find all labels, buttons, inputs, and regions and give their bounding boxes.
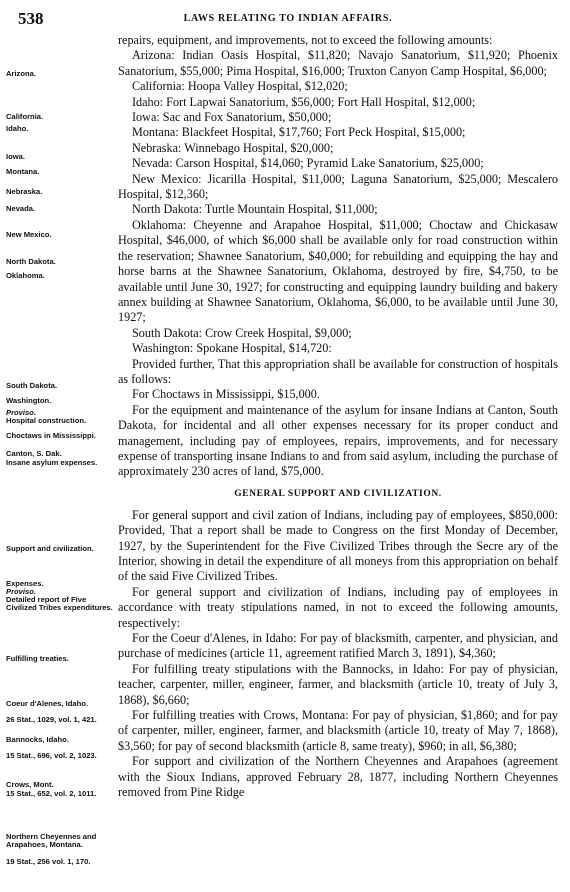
paragraph: For the Coeur d'Alenes, in Idaho: For pay of blacksmith, carpenter, and physician, and purchase of medicines (article 11, agreement ratified March 3, 1891), $4,360; [118,631,558,661]
section-heading: GENERAL SUPPORT AND CIVILIZATION. [234,488,442,499]
paragraph: Oklahoma: Cheyenne and Arapahoe Hospital, $11,000; Choctaw and Chickasaw Hospital, $46,000, of which $6,000 shall be available only for road construction within the reservation; Shawnee Sanatorium, $40,000; for rebuilding and equipping the hay and horse barns at the Shawnee Sanatorium, Oklahoma, destroyed by fire, $4,750, to be available until June 30, 1927; for constructing and equipping laundry building and bakery annex building at Shawnee Sanatorium, Oklahoma, $6,000, to be available until June 30, 1927; [118,217,558,325]
paragraph: Arizona: Indian Oasis Hospital, $11,820; Navajo Sanatorium, $11,920; Phoenix Sanatorium, $55,000; Pima Hospital, $16,000; Truxton Canyon Camp Hospital, $6,000; [118,48,558,78]
paragraph: Nevada: Carson Hospital, $14,060; Pyramid Lake Sanatorium, $25,000; [132,156,484,171]
paragraph: For the equipment and maintenance of the asylum for insane Indians at Canton, South Dakota, for incidental and all other expenses necessary for its proper conduct and management, including pay of employees, repairs, improvements, and for necessary expense of transporting insane Indians to and from said asylum, including the purchase of approximately 230 acres of land, $75,000. [118,402,558,479]
margin-note: Insane asylum expenses. [6,458,98,467]
paragraph: For general support and civil zation of Indians, including pay of employees, $850,000: Provided, That a report shall be made to Congress on the first Monday of December, 1927, by the Superintendent for the Five Civilized Tribes through the Secre ary of the Interior, showing in detail the expenditure of all moneys from this appropriation on behalf of the said Five Civilized Tribes. [118,507,558,584]
margin-note: South Dakota. [6,381,58,390]
running-title: LAWS RELATING TO INDIAN AFFAIRS. [183,13,393,24]
margin-note: Expenses. [6,579,44,588]
paragraph: North Dakota: Turtle Mountain Hospital, $11,000; [132,202,378,217]
margin-note: Choctaws in Mississippi. [6,431,96,440]
margin-note: Iowa. [6,152,25,161]
paragraph: Iowa: Sac and Fox Sanatorium, $50,000; [132,110,332,125]
margin-note: Crows, Mont. [6,780,54,789]
margin-note: Arizona. [6,69,36,78]
margin-note: 19 Stat., 256 vol. 1, 170. [6,857,91,866]
margin-note: Nebraska. [6,187,43,196]
margin-note: Bannocks, Idaho. [6,735,69,744]
margin-note: Montana. [6,167,40,176]
page-number: 538 [18,9,44,28]
paragraph: Provided further, That this appropriation shall be available for construction of hospitals as follows: [118,356,558,386]
paragraph: Idaho: Fort Lapwai Sanatorium, $56,000; Fort Hall Hospital, $12,000; [132,94,476,109]
margin-note: Detailed report of Five Civilized Tribes expenditures. [6,595,113,613]
margin-note: California. [6,112,44,121]
margin-note: 15 Stat., 696, vol. 2, 1023. [6,751,97,760]
margin-note: Oklahoma. [6,271,45,280]
paragraph: repairs, equipment, and improvements, not to exceed the following amounts: [118,33,493,47]
paragraph: New Mexico: Jicarilla Hospital, $11,000; Laguna Sanatorium, $25,000; Mescalero Hospital, $12,360; [118,171,558,202]
margin-note: Idaho. [6,124,29,133]
paragraph: California: Hoopa Valley Hospital, $12,020; [132,79,348,94]
proviso-label: Proviso. [6,587,36,596]
paragraph: Washington: Spokane Hospital, $14,720: [132,341,332,356]
paragraph: For fulfilling treaties with Crows, Montana: For pay of physician, $1,860; and for pay of carpenter, miller, engineer, farmer, and blacksmith (article 10, treaty of May 7, 1868), $3,560; for pay of second blacksmith (article 8, same treaty), $960; in all, $6,380; [118,708,558,753]
margin-note: New Mexico. [6,230,52,239]
paragraph: For support and civilization of the Northern Cheyennes and Arapahoes (agreement with the Sioux Indians, approved February 28, 1877, including Northern Cheyennes removed from Pine Ridge [118,754,558,800]
paragraph: South Dakota: Crow Creek Hospital, $9,000; [132,325,352,340]
margin-note: 26 Stat., 1029, vol. 1, 421. [6,715,97,724]
proviso-label: Proviso. [6,408,36,417]
paragraph: Montana: Blackfeet Hospital, $17,760; Fort Peck Hospital, $15,000; [132,125,466,140]
page-header [18,9,558,31]
margin-note: Nevada. [6,204,36,213]
paragraph: For fulfilling treaty stipulations with the Bannocks, in Idaho: For pay of physician, teacher, carpenter, miller, engineer, farmer, and blacksmith (article 10, treaty of July 3, 1868), $6,660; [118,661,558,707]
margin-note: 15 Stat., 652, vol. 2, 1011. [6,789,97,798]
margin-note: Hospital construction. [6,416,87,425]
paragraph: Nebraska: Winnebago Hospital, $20,000; [132,140,334,155]
paragraph: For general support and civilization of Indians, including pay of employees in accordance with treaty stipulations named, in not to exceed the following amounts, respectively: [118,584,558,630]
margin-note: Northern Cheyennes and Arapahoes, Montana. [6,832,97,850]
margin-note: Coeur d'Alenes, Idaho. [6,699,88,708]
margin-note: North Dakota. [6,257,56,266]
margin-note: Washington. [6,396,52,405]
margin-note: Support and civilization. [6,544,94,553]
margin-note: Canton, S. Dak. [6,449,62,458]
main-text [118,33,558,801]
margin-note: Fulfilling treaties. [6,654,69,663]
paragraph: For Choctaws in Mississippi, $15,000. [132,387,320,402]
